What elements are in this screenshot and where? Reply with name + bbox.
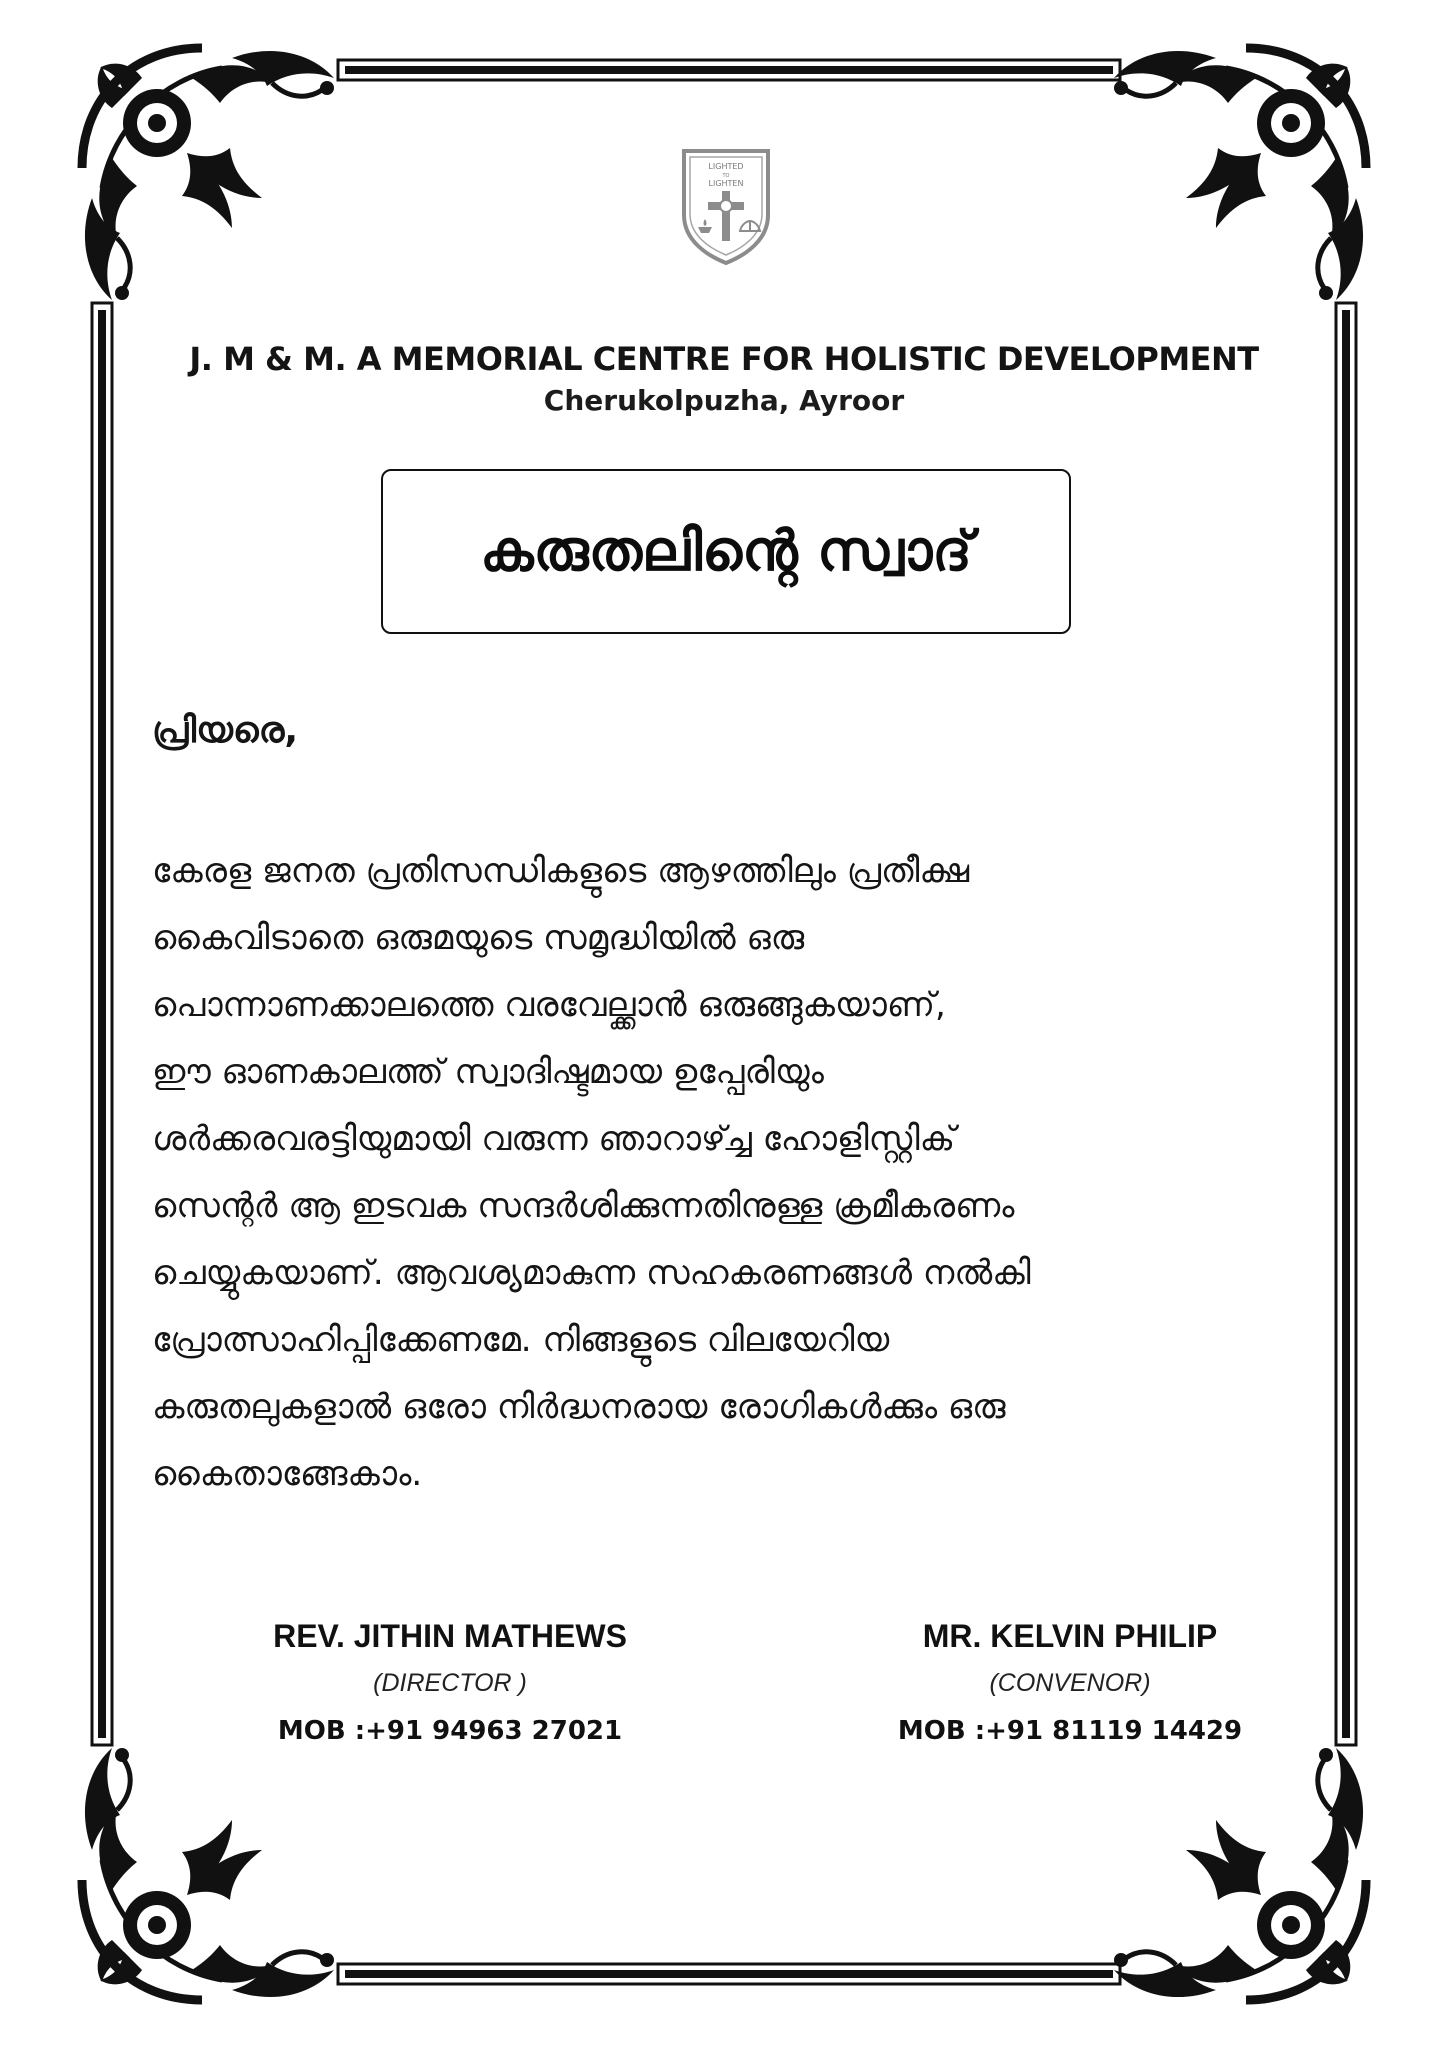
- organization-logo: [676, 145, 776, 267]
- logo-motto-mid: TO: [722, 173, 730, 179]
- signatory-name: MR. KELVIN PHILIP: [922, 1618, 1218, 1654]
- logo-motto-top: LIGHTED: [708, 162, 744, 171]
- logo-motto-bottom: LIGHTEN: [708, 179, 744, 188]
- signatory-phone: MOB :+91 94963 27021: [277, 1716, 623, 1746]
- signatory-director: [230, 1618, 670, 1746]
- body-line: ശർക്കരവരട്ടിയുമായി വരുന്ന ഞാറാഴ്ച്ച ഹോളിസ്റ്റിക്: [152, 1119, 956, 1159]
- organization-name: J. M & M. A MEMORIAL CENTRE FOR HOLISTIC DEVELOPMENT: [189, 340, 1259, 378]
- body-line: ചെയ്യുകയാണ്. ആവശ്യമാകുന്ന സഹകരണങ്ങൾ നൽകി: [152, 1253, 1031, 1293]
- body-line: കേരള ജനത പ്രതിസന്ധികളുടെ ആഴത്തിലും പ്രതീക്ഷ: [152, 851, 970, 891]
- body-line: സെന്റർ ആ ഇടവക സന്ദർശിക്കുന്നതിനുള്ള ക്രമീകരണം: [152, 1186, 1015, 1226]
- signatory-name: REV. JITHIN MATHEWS: [273, 1618, 627, 1654]
- signatory-convenor: [870, 1618, 1270, 1746]
- body-line: പൊന്നാണക്കാലത്തെ വരവേല്ക്കാൻ ഒരുങ്ങുകയാണ്,: [152, 985, 946, 1025]
- signatory-role: (CONVENOR): [989, 1669, 1151, 1697]
- corner-ornament-bottom-right: [1114, 1748, 1366, 2000]
- body-line: കരുതലുകളാൽ ഒരോ നിർദ്ധനരായ രോഗികൾക്കും ഒരു: [152, 1387, 1006, 1427]
- organization-location: Cherukolpuzha, Ayroor: [543, 384, 905, 417]
- body-line: ഈ ഓണകാലത്ത് സ്വാദിഷ്ടമായ ഉപ്പേരിയും: [152, 1052, 824, 1092]
- body-line: പ്രോത്സാഹിപ്പിക്കേണമേ. നിങ്ങളുടെ വിലയേറിയ: [152, 1320, 890, 1360]
- signatory-phone: MOB :+91 81119 14429: [897, 1716, 1243, 1746]
- body-line: കൈവിടാതെ ഒരുമയുടെ സമൃദ്ധിയിൽ ഒരു: [152, 918, 805, 958]
- body-line: കൈതാങ്ങേകാം.: [152, 1454, 423, 1494]
- signatory-role: (DIRECTOR ): [373, 1669, 527, 1697]
- corner-ornament-top-right: [1114, 48, 1366, 300]
- salutation: പ്രിയരെ,: [152, 710, 299, 751]
- letter-body: [152, 838, 1322, 1508]
- corner-ornament-top-left: [82, 48, 334, 300]
- page-title: കരുതലിന്റെ സ്വാദ്: [480, 518, 972, 584]
- corner-ornament-bottom-left: [82, 1748, 334, 2000]
- title-box: [381, 469, 1071, 634]
